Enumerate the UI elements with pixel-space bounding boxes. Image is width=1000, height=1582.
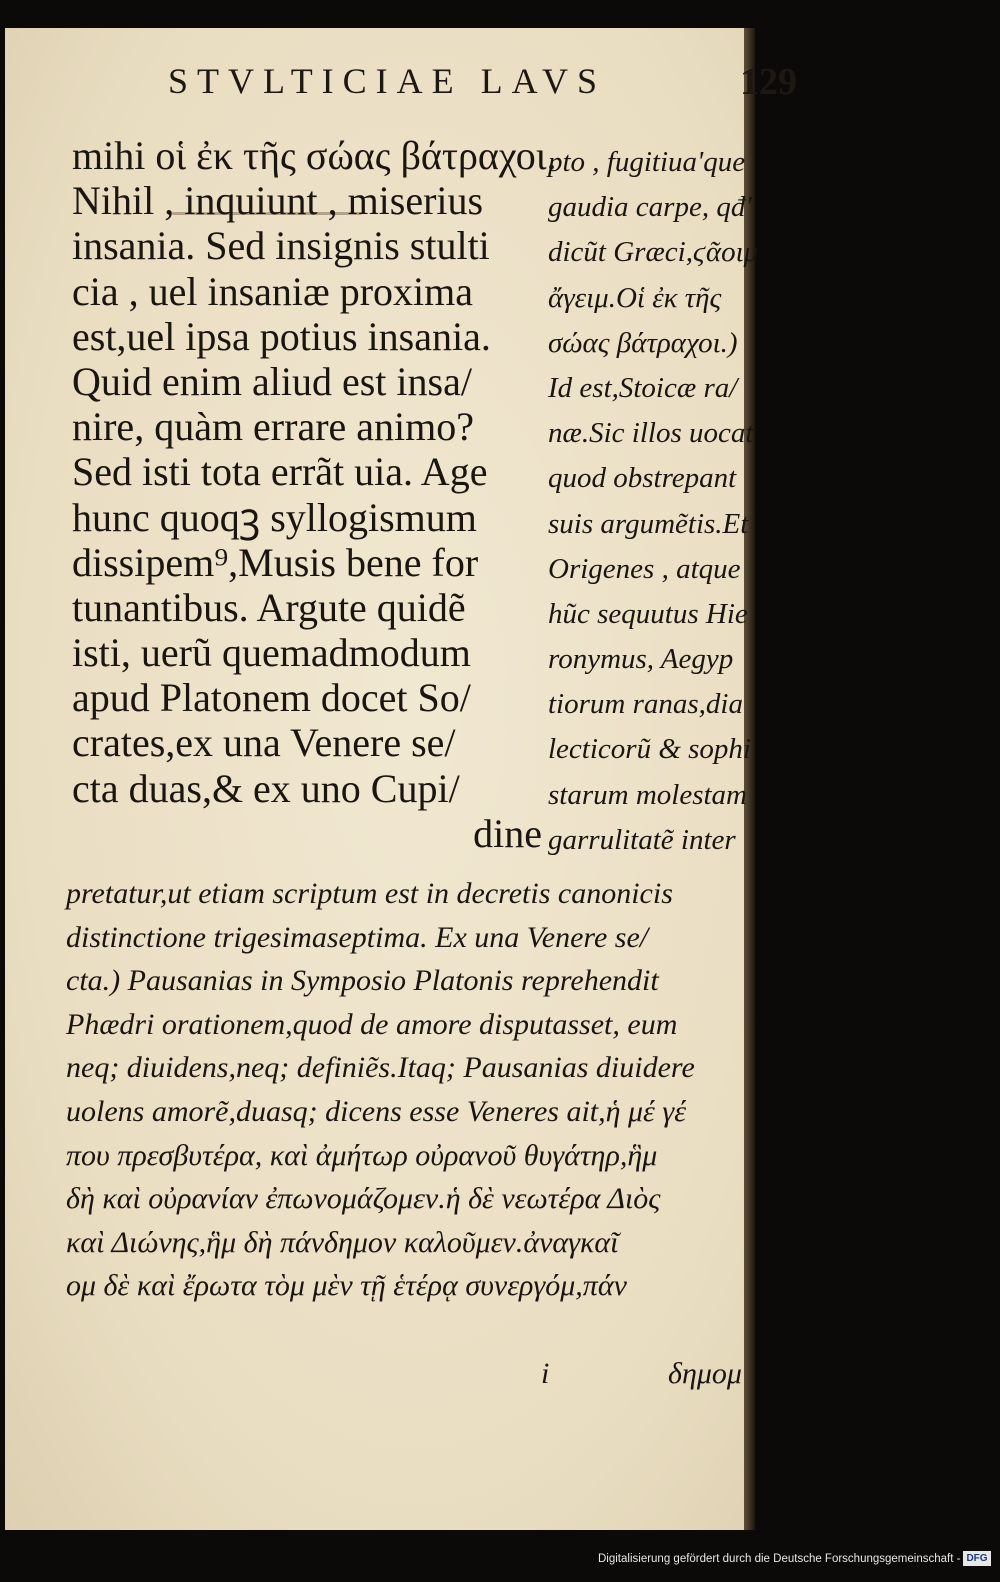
text-line: isti, uerũ quemadmodum <box>72 630 471 676</box>
catchword: δημομ <box>668 1357 742 1390</box>
full-width-gloss <box>66 872 782 1308</box>
text-line: Sed isti tota errãt uia. Age <box>72 449 488 495</box>
gloss-line: neq; diuidens,neq; definiẽs.Itaq; Pausanias diuidere <box>66 1051 695 1085</box>
dfg-logo: DFG <box>963 1551 990 1566</box>
gloss-line: hũc sequutus Hie <box>548 597 748 630</box>
gloss-line: næ.Sic illos uocat <box>548 417 754 450</box>
gloss-line: quod obstrepant <box>548 462 737 495</box>
gloss-line: suis argumẽtis.Et <box>548 507 749 540</box>
gloss-line: Origenes , atque <box>548 552 741 585</box>
gloss-line: Id est,Stoicæ ra/ <box>548 371 738 404</box>
credit-text: Digitalisierung gefördert durch die Deutsche Forschungsgemeinschaft - <box>598 1553 961 1565</box>
gloss-line: uolens amorẽ,duasq; dicens esse Veneres ait,ἡ μέ γέ <box>66 1094 687 1128</box>
gloss-line: ronymus, Aegyp <box>548 643 734 676</box>
text-line: Nihil , inquiunt , miserius <box>72 178 484 224</box>
text-line: crates,ex una Venere se/ <box>72 720 456 766</box>
gloss-line: gaudia carpe, qđ' <box>548 191 752 224</box>
text-line: cta duas,& ex uno Cupi/ <box>72 765 460 811</box>
signature-mark: i <box>541 1357 550 1390</box>
gloss-line: ομ δὲ καὶ ἔρωτα τὸμ μὲν τῇ ἑτέρᾳ συνεργόμ,πάν <box>66 1269 627 1303</box>
gloss-line: καὶ Διώνης,ἣμ δὴ πάνδημον καλοῦμεν.ἀναγκαῖ <box>66 1225 619 1259</box>
gloss-line: ἄγειμ.Οἱ ἐκ τῆς <box>548 281 722 314</box>
text-line: hunc quoqꝫ syllogismum <box>72 494 477 540</box>
gloss-line: δὴ καὶ οὐρανίαν ἐπωνομάζομεν.ἡ δὲ νεωτέρα Διὸς <box>66 1182 661 1216</box>
text-line: apud Platonem docet So/ <box>72 675 471 721</box>
text-line: nire, quàm errare animo? <box>72 404 475 450</box>
gloss-line: Phædri orationem,quod de amore disputasset, eum <box>66 1007 678 1041</box>
gloss-line: σώας βάτραχοι.) <box>548 326 738 359</box>
gloss-line: lecticorũ & sophi <box>548 733 751 766</box>
text-line: tunantibus. Argute quidẽ <box>72 584 466 630</box>
text-line: mihi οἱ ἐκ τῆς σώας βάτραχοι. <box>72 133 557 178</box>
gloss-line: distinctione trigesimaseptima. Ex una Venere se/ <box>66 920 649 954</box>
gloss-line: starum molestam <box>548 778 747 811</box>
gloss-line: dicũt Græci,ϛᾶοιμ <box>548 236 759 269</box>
margin-gloss-column <box>548 140 790 863</box>
main-text-column <box>72 133 557 856</box>
digitization-credit <box>598 1548 998 1570</box>
text-line: dissipem⁹,Musis bene for <box>72 539 479 585</box>
gloss-line: pto , fugitiua'que <box>548 146 746 178</box>
text-line: cia , uel insaniæ proxima <box>72 268 474 314</box>
gloss-line: tiorum ranas,dia <box>548 688 743 721</box>
text-line: dine <box>473 810 542 856</box>
text-line: insania. Sed insignis stulti <box>72 223 490 269</box>
gloss-line: cta.) Pausanias in Symposio Platonis reprehendit <box>66 964 659 998</box>
page-number: 129 <box>740 61 797 103</box>
gloss-line: pretatur,ut etiam scriptum est in decretis canonicis <box>66 877 673 910</box>
gloss-line: που πρεσβυτέρα, καὶ ἀμήτωρ οὐρανοῦ θυγάτηρ,ἣμ <box>66 1138 658 1172</box>
text-line: Quid enim aliud est insa/ <box>72 358 472 404</box>
running-title: STVLTICIAE LAVS <box>168 61 607 101</box>
gloss-line: garrulitatẽ inter <box>548 823 736 856</box>
text-line: est,uel ipsa potius insania. <box>72 313 491 359</box>
